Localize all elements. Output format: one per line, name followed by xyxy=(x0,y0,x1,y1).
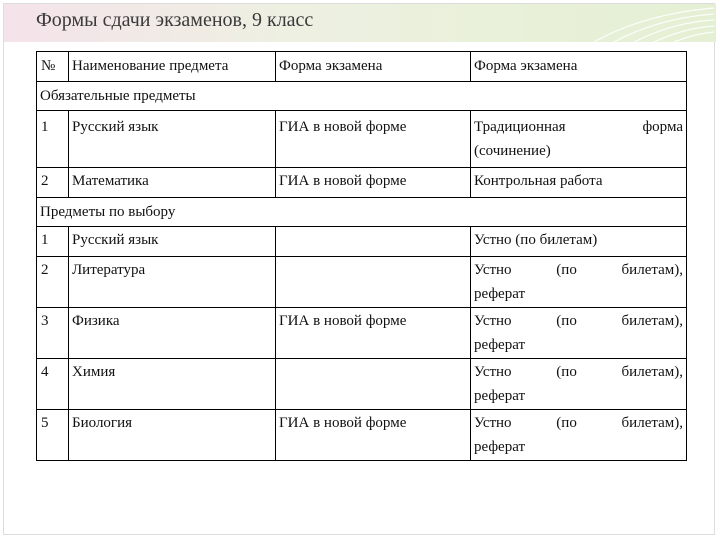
row-form2 xyxy=(471,308,687,359)
row-form2 xyxy=(471,359,687,410)
row-num: 1 xyxy=(37,227,69,257)
header-form2: Форма экзамена xyxy=(471,52,687,82)
row-form1 xyxy=(276,359,471,410)
table-row xyxy=(37,168,687,198)
row-form1: ГИА в новой форме xyxy=(276,308,471,359)
row-subject: Русский язык xyxy=(69,111,276,168)
row-form1: ГИА в новой форме xyxy=(276,168,471,198)
row-num: 5 xyxy=(37,410,69,461)
row-subject: Русский язык xyxy=(69,227,276,257)
row-num: 2 xyxy=(37,257,69,308)
row-form2 xyxy=(471,257,687,308)
header-num: № xyxy=(37,52,69,82)
form2-line1: Устно (по билетам), xyxy=(474,313,683,329)
form2-line1: Традиционная форма xyxy=(474,119,683,135)
row-form2 xyxy=(471,410,687,461)
row-num: 4 xyxy=(37,359,69,410)
row-num: 1 xyxy=(37,111,69,168)
form2-line2: реферат xyxy=(474,286,526,302)
section-mandatory: Обязательные предметы xyxy=(37,82,687,111)
form2-line1: Устно (по билетам), xyxy=(474,262,683,278)
row-form1 xyxy=(276,227,471,257)
section-row xyxy=(37,82,687,111)
row-subject: Математика xyxy=(69,168,276,198)
row-form1: ГИА в новой форме xyxy=(276,410,471,461)
row-subject: Химия xyxy=(69,359,276,410)
row-form2: Устно (по билетам) xyxy=(471,227,687,257)
row-form1: ГИА в новой форме xyxy=(276,111,471,168)
table-header-row xyxy=(37,52,687,82)
header-form1: Форма экзамена xyxy=(276,52,471,82)
table-row xyxy=(37,410,687,461)
row-num: 2 xyxy=(37,168,69,198)
form2-line2: реферат xyxy=(474,388,526,404)
row-subject: Биология xyxy=(69,410,276,461)
form2-line2: реферат xyxy=(474,337,526,353)
row-num: 3 xyxy=(37,308,69,359)
section-row xyxy=(37,198,687,227)
exam-forms-table xyxy=(36,51,687,461)
form2-line1: Устно (по билетам), xyxy=(474,415,683,431)
row-form1 xyxy=(276,257,471,308)
decorative-lines-icon xyxy=(584,4,714,42)
form2-line2: реферат xyxy=(474,439,526,455)
row-subject: Физика xyxy=(69,308,276,359)
table-row xyxy=(37,308,687,359)
section-elective: Предметы по выбору xyxy=(37,198,687,227)
table-row xyxy=(37,257,687,308)
page-title: Формы сдачи экзаменов, 9 класс xyxy=(36,9,314,31)
row-form2: Контрольная работа xyxy=(471,168,687,198)
header-subject: Наименование предмета xyxy=(69,52,276,82)
row-subject: Литература xyxy=(69,257,276,308)
form2-line2: (сочинение) xyxy=(474,143,551,159)
row-form2 xyxy=(471,111,687,168)
form2-line1: Устно (по билетам), xyxy=(474,364,683,380)
table-row xyxy=(37,227,687,257)
table-row xyxy=(37,111,687,168)
table-row xyxy=(37,359,687,410)
